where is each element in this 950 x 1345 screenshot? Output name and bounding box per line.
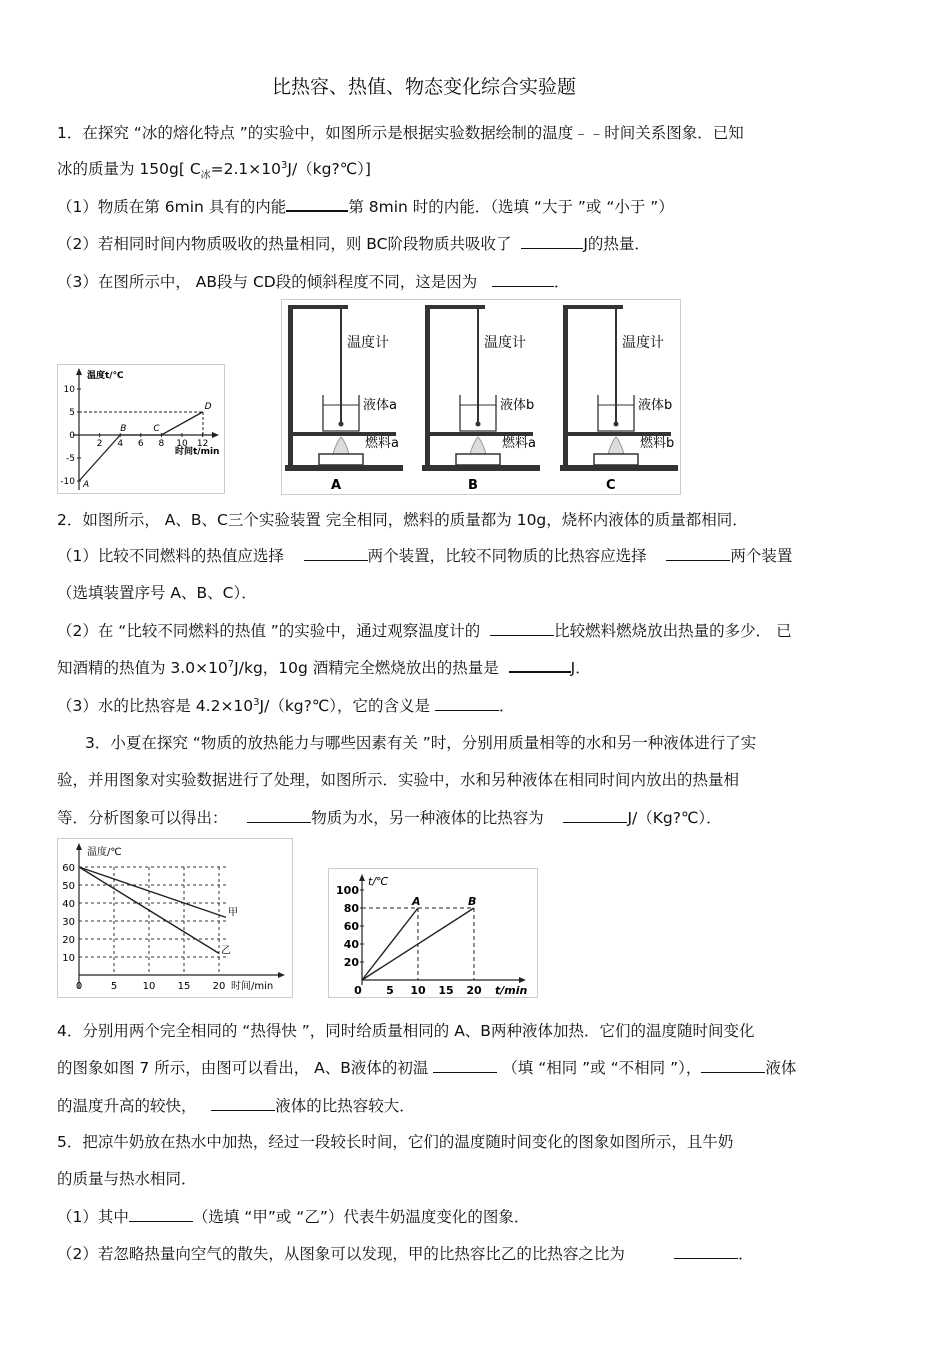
liquid-label: 液体b (638, 398, 673, 413)
cooling-graph (57, 838, 293, 998)
q1-part1 (57, 195, 674, 217)
heating-xtick: 10 (410, 984, 426, 997)
q2-part3-sup: 3 (253, 696, 260, 708)
heating-graph (328, 868, 538, 998)
q1-part1-b: 第 8min 时的内能．（选填 “大于 ”或 “小于 ”） (348, 198, 674, 216)
q2-part1-b: 两个装置，比较不同物质的比热容应选择 (367, 547, 647, 565)
answer-blank[interactable] (563, 808, 627, 823)
q3-line3-c: J/（Kg?℃）． (627, 809, 722, 827)
q1-part3-a: （3）在图所示中， AB段与 CD段的倾斜程度不同，这是因为 (57, 273, 478, 291)
q2-part2 (57, 619, 792, 641)
melting-ytick: 0 (69, 431, 75, 441)
thermometer-label: 温度计 (347, 335, 389, 351)
q2-part2-a: （2）在 “比较不同燃料的热值 ”的实验中，通过观察温度计的 (57, 622, 481, 640)
setup-label: C (606, 478, 616, 493)
apparatus-figure (281, 299, 681, 495)
q3-line1: 3．小夏在探究 “物质的放热能力与哪些因素有关 ”时，分别用质量相等的水和另一种液体进行了实 (85, 734, 757, 752)
answer-blank[interactable] (435, 696, 499, 711)
melting-xtick: 4 (117, 439, 124, 449)
q5-line1: 5．把凉牛奶放在热水中加热，经过一段较长时间，它们的温度随时间变化的图象如图所示，且牛奶 (57, 1133, 734, 1151)
answer-blank[interactable] (490, 621, 554, 636)
clamp-arm (563, 305, 623, 309)
q4-line2-c: 液体 (765, 1059, 797, 1077)
stand-base (560, 465, 678, 471)
cooling-series-label: 乙 (221, 945, 231, 957)
thermometer-bulb (339, 422, 344, 427)
heating-xlabel: t/min (495, 984, 528, 997)
heating-xtick: 5 (386, 984, 394, 997)
q1-line2-a: 冰的质量为 150g[ C (57, 160, 201, 178)
melting-xtick: 2 (96, 439, 103, 449)
cooling-ytick: 30 (62, 917, 75, 928)
q1-line1: 1．在探究 “冰的熔化特点 ”的实验中，如图所示是根据实验数据绘制的温度﹣﹣时间关系图象．已知 (57, 124, 744, 142)
q2-part1 (57, 544, 792, 566)
heating-ytick: 80 (343, 902, 359, 915)
cooling-xtick: 20 (212, 981, 226, 992)
cooling-xtick: 5 (110, 981, 118, 992)
cooling-ytick: 40 (62, 899, 75, 910)
thermometer-label: 温度计 (622, 335, 664, 351)
q5-part1-a: （1）其中 (57, 1208, 129, 1226)
melting-ytick: -5 (66, 454, 75, 464)
setup-label: A (331, 478, 342, 493)
liquid-label: 液体a (363, 398, 397, 413)
thermometer-label: 温度计 (484, 335, 526, 351)
melting-ylabel: 温度t/℃ (87, 371, 124, 381)
q2-line1: 2．如图所示， A、B、C三个实验装置 完全相同，燃料的质量都为 10g，烧杯内液体的质量都相同． (57, 511, 748, 529)
q1-line2-c: J/（kg?℃）] (287, 160, 371, 178)
stand-rod (425, 305, 430, 465)
cooling-xlabel: 时间/min (231, 981, 274, 992)
cooling-xtick: 0 (75, 981, 83, 992)
setup-label: B (468, 478, 478, 493)
melting-graph-frame (58, 365, 225, 494)
fuel-label: 燃料b (640, 436, 675, 451)
cooling-series-label: 甲 (228, 907, 238, 919)
cooling-xtick: 15 (177, 981, 191, 992)
fuel-label: 燃料a (365, 436, 399, 451)
q1-line2-sup: 3 (281, 159, 288, 171)
clamp-arm (288, 305, 348, 309)
q1-part2-a: （2）若相同时间内物质吸收的热量相同，则 BC阶段物质共吸收了 (57, 235, 512, 253)
clamp-arm (425, 305, 485, 309)
stand-rod (288, 305, 293, 465)
heating-ylabel: t/℃ (368, 875, 389, 888)
page-title: 比热容、热值、物态变化综合实验题 (272, 76, 577, 98)
answer-blank[interactable] (129, 1207, 193, 1222)
stand-base (285, 465, 403, 471)
heating-ytick: 40 (343, 938, 359, 951)
q1-part2-b: J的热量． (583, 235, 650, 253)
melting-graph (57, 364, 225, 494)
fuel-label: 燃料a (502, 436, 536, 451)
q3-line3-b: 物质为水，另一种液体的比热容为 (311, 809, 544, 827)
heating-frame (329, 869, 538, 998)
melting-ytick: 10 (63, 385, 75, 395)
melting-point-label: D (204, 402, 212, 412)
cooling-ytick: 10 (62, 953, 75, 964)
q2-part1-c: 两个装置 (730, 547, 793, 565)
q2-part2-line2 (57, 656, 591, 678)
q1-line2-sub: 冰 (200, 170, 211, 182)
fuel-burner (456, 454, 500, 465)
q5-part2-a: （2）若忽略热量向空气的散失，从图象可以发现，甲的比热容比乙的比热容之比为 (57, 1245, 625, 1263)
q1-part2 (57, 232, 650, 254)
cooling-ytick: 60 (62, 863, 75, 874)
q2-part2-d: J/kg，10g 酒精完全燃烧放出的热量是 (234, 659, 499, 677)
cooling-xtick: 10 (142, 981, 156, 992)
answer-blank[interactable] (674, 1244, 738, 1259)
q4-line1: 4．分别用两个完全相同的 “热得快 ”，同时给质量相同的 A、B两种液体加热．它们的温度随时间变化 (57, 1022, 755, 1040)
answer-blank[interactable] (286, 196, 348, 212)
q2-part1-a: （1）比较不同燃料的热值应选择 (57, 547, 284, 565)
cooling-ytick: 20 (62, 935, 75, 946)
melting-xtick: 12 (196, 439, 209, 449)
q4-line3-a: 的温度升高的较快， (57, 1097, 197, 1115)
q3-line3 (57, 806, 722, 828)
q4-line2-b: （填 “相同 ”或 “不相同 ”）， (502, 1059, 702, 1077)
answer-blank[interactable] (701, 1058, 765, 1073)
heating-xtick: 15 (438, 984, 454, 997)
melting-point-label: A (83, 480, 90, 490)
q2-part3-b: J/（kg?℃），它的含义是 (259, 697, 431, 715)
answer-blank[interactable] (509, 657, 571, 673)
q2-part1-d: （选填装置序号 A、B、C）． (57, 584, 257, 602)
fuel-burner (319, 454, 363, 465)
melting-xtick: 10 (176, 439, 188, 449)
q3-line2: 验，并用图象对实验数据进行了处理，如图所示．实验中，水和另种液体在相同时间内放出的热量相 (57, 771, 740, 789)
cooling-ylabel: 温度/℃ (87, 847, 122, 858)
answer-blank[interactable] (247, 808, 311, 823)
q2-part3 (57, 694, 514, 716)
q1-part3-b: ． (554, 273, 570, 291)
q4-line2 (57, 1056, 796, 1078)
heating-xtick: 20 (466, 984, 482, 997)
q5-part1-b: （选填 “甲”或 “乙”）代表牛奶温度变化的图象． (192, 1208, 530, 1226)
answer-blank[interactable] (521, 234, 583, 249)
melting-ytick: -10 (60, 477, 75, 487)
heating-ytick: 60 (343, 920, 359, 933)
q2-part3-a: （3）水的比热容是 4.2×10 (57, 697, 254, 715)
stand-base (422, 465, 540, 471)
melting-xlabel: 时间t/min (175, 447, 220, 457)
q5-part1 (57, 1205, 529, 1227)
thermometer-bulb (614, 422, 619, 427)
q4-line3-b: 液体的比热容较大． (275, 1097, 415, 1115)
heating-ytick: 100 (336, 884, 359, 897)
heating-ytick: 20 (343, 956, 359, 969)
q2-part3-c: ． (498, 697, 515, 715)
heating-xtick: 0 (354, 984, 362, 997)
answer-blank[interactable] (492, 272, 554, 287)
q1-part3 (57, 270, 570, 292)
answer-blank[interactable] (666, 546, 730, 561)
answer-blank[interactable] (433, 1058, 497, 1073)
q2-part2-e: J． (570, 659, 591, 677)
q5-part2-b: ． (738, 1245, 754, 1263)
melting-xtick: 8 (158, 439, 165, 449)
q1-part1-a: （1）物质在第 6min 具有的内能 (57, 198, 287, 216)
q1-line2-b: =2.1×10 (210, 160, 282, 178)
q1-line2 (57, 157, 371, 182)
melting-point-label: B (120, 424, 127, 434)
cooling-frame (58, 839, 293, 998)
melting-ytick: 5 (69, 408, 75, 418)
heating-series-label: B (468, 895, 477, 908)
cooling-ytick: 50 (62, 881, 75, 892)
answer-blank[interactable] (211, 1096, 275, 1111)
q4-line2-a: 的图象如图 7 所示，由图可以看出， A、B液体的初温 (57, 1059, 429, 1077)
melting-xtick: 6 (137, 439, 144, 449)
q5-part2 (57, 1242, 754, 1264)
q2-part2-c: 知酒精的热值为 3.0×10 (57, 659, 228, 677)
heating-series-label: A (412, 895, 421, 908)
liquid-label: 液体b (500, 398, 535, 413)
q3-line3-a: 等．分析图象可以得出： (57, 809, 228, 827)
answer-blank[interactable] (304, 546, 368, 561)
fuel-burner (594, 454, 638, 465)
thermometer-bulb (476, 422, 481, 427)
q2-part2-sup: 7 (227, 658, 235, 670)
q4-line3 (57, 1094, 415, 1116)
melting-point-label: C (153, 424, 160, 434)
q2-part2-b: 比较燃料燃烧放出热量的多少． 已 (554, 622, 792, 640)
q5-line2: 的质量与热水相同． (57, 1170, 197, 1188)
stand-rod (563, 305, 568, 465)
